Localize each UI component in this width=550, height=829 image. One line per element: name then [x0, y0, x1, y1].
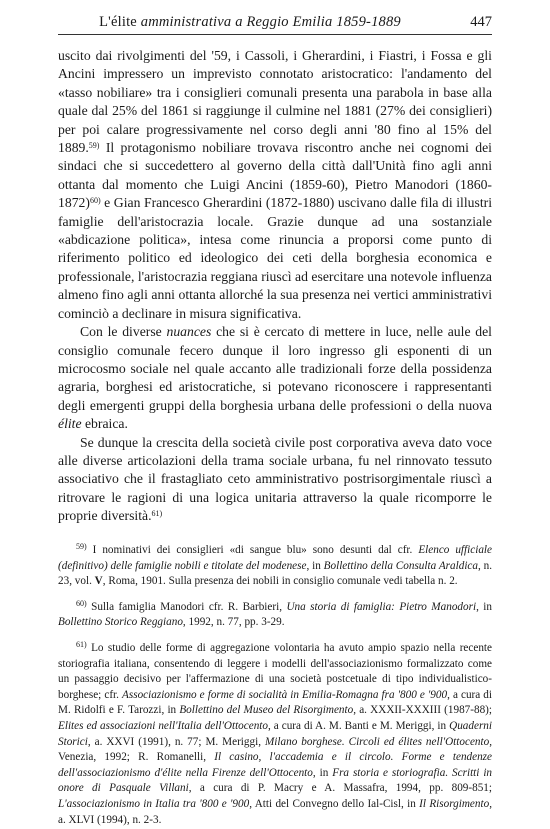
- running-header: [58, 14, 492, 32]
- footnote-61-text-k: ,: [258, 735, 265, 748]
- paragraph-3: [58, 434, 492, 526]
- header-rule: [58, 34, 492, 35]
- footnote-ref-60[interactable]: 60): [89, 196, 101, 206]
- footnote-59-text-b: , in: [306, 559, 324, 572]
- footnote-59-number: 59): [76, 542, 87, 551]
- footnote-61-author-macry: Macry: [274, 782, 304, 795]
- paragraph-1-part-b: Il protagonismo nobiliare trovava riscontro anche nei cognomi dei sindaci che si succedettero al governo della città dall'Unità fino agli anni ottanta dal momento che Luigi Ancini (1859-60), Pietro Manodori (1860-1872): [58, 140, 492, 211]
- footnote-61-title-2: Elites ed associazioni nell'Italia dell'Ottocento: [58, 719, 268, 732]
- footnote-61-title-4: Il casino, l'accademia e il circolo. Forme e tendenze dell'associazionismo d'élite nella Firenze dell'Ottocento: [58, 751, 493, 779]
- footnote-ref-59[interactable]: 59): [88, 141, 100, 151]
- footnote-61-text-a: Lo studio delle forme di aggregazione volontaria ha avuto ampio spazio nella recente storiografia italiana, consentendo di leggere i modelli dell'associazionismo formalizzato come un passaggio decisivo per l'affermazione di una società postcetuale di tipo individualistico-borghese; cfr.: [58, 641, 492, 701]
- footnote-61-text-p: e A.: [303, 782, 344, 795]
- footnote-61-title-1: Associazionismo e forme di socialità in Emilia-Romagna fra '800 e '900: [122, 688, 448, 701]
- footnote-61-author-meriggi: Meriggi: [395, 719, 432, 732]
- footnote-61-author-banti: Banti: [344, 719, 369, 732]
- footnote-59-title: Elenco ufficiale (definitivo) delle famiglie nobili e titolate del modenese: [58, 544, 492, 572]
- running-title: [58, 14, 442, 31]
- footnote-59-text-c: , n. 23, vol.: [58, 559, 493, 588]
- paragraph-2-part-b: che si è cercato di mettere in luce, nelle aule del consiglio comunale fecero dunque il loro ingresso gli esponenti di un microcosmo sociale nel quale accanto alle tradizionali forze della possidenza agraria, borghesi ed aristocratiche, si potevano riconoscere i rappresentanti degli emergenti gruppi della borghesia urbana delle professioni o della nuova: [58, 324, 492, 413]
- paragraph-2-part-a: Con le diverse: [80, 324, 167, 340]
- paragraph-1-part-a: uscito dai rivolgimenti del '59, i Cassoli, i Gherardini, i Fiastri, i Fossa e gli Ancini impressero un imprevisto connotato aristocratico: l'andamento del «tasso nobiliare» tra i consiglieri comunali presenta una parabola in base alla quale dal 25% del 1861 si raggiunge il culmine nel 1881 (27% dei consiglieri) per poi calare progressivamente nel corso degli anni '80 fino al 15% del 1889.: [58, 48, 492, 156]
- footnotes: [58, 543, 492, 828]
- footnote-61-title-6: L'associazionismo in Italia tra '800 e '900: [58, 797, 250, 810]
- footnote-ref-61[interactable]: 61): [151, 509, 163, 519]
- footnote-59-text-d: , Roma, 1901. Sulla presenza dei nobili in consiglio comunale vedi tabella n. 2.: [102, 575, 458, 588]
- footnote-60: [58, 600, 492, 631]
- paragraph-2-italic-elite: élite: [58, 416, 82, 432]
- footnote-61-author-tarozzi: Tarozzi: [128, 704, 162, 717]
- paragraph-3-part-a: Se dunque la crescita della società civile post corporativa aveva dato voce alle diverse articolazioni della trama sociale urbana, fu nel rinnovato tessuto associativo che il frastagliato ceto amministrativo postrisorgimentale riuscì a ritrovare le ragioni di una logica unitaria attraverso la quale ricomporre le proprie diversità.: [58, 434, 492, 524]
- footnote-60-text-b: ,: [279, 600, 287, 613]
- footnote-61-title-3: Milano borghese. Circoli ed élites nell'Ottocento: [264, 735, 490, 748]
- footnote-61-text-c: e F.: [105, 704, 129, 717]
- footnote-61-author-ridolfi: Ridolfi: [73, 704, 106, 717]
- footnote-61-number: 61): [76, 639, 87, 649]
- footnote-61-text-f: , a cura di A. M.: [268, 719, 345, 732]
- footnote-60-title: Una storia di famiglia: Pietro Manodori: [286, 600, 477, 613]
- footnote-61: [58, 641, 492, 828]
- footnote-61-text-o: , a cura di P.: [188, 782, 275, 795]
- paragraph-1-part-c: e Gian Francesco Gherardini (1872-1880) uscivano dalle fila di illustri famiglie dell'aristocrazia locale. Grazie dunque ad una sostanziale «abdicazione politica», intesa come rinuncia a proporsi come punto di riferimento politico ed ideologico dei ceti della borghesia economica e professionale, l'aristocrazia reggiana riuscì ad esercitare una notevole influenza almeno fino agli anni ottanta allorché la sua presenza nei vertici amministrativi cominciò a declinare in misura significativa.: [58, 195, 492, 321]
- footnote-61-author-romanelli: Romanelli: [156, 751, 204, 764]
- footnote-59: [58, 543, 492, 590]
- footnote-61-text-g: e M.: [368, 719, 396, 732]
- footnote-61-author-meriggi-2: Meriggi: [222, 735, 259, 748]
- paragraph-2-part-c: ebraica.: [81, 416, 128, 432]
- footnote-61-text-r: , Atti del Convegno dello Ial-Cisl, in: [249, 797, 420, 810]
- footnote-59-volume: V: [94, 575, 103, 588]
- footnote-61-text-j: , a. XXVI (1991), n. 77; M.: [87, 735, 223, 748]
- footnote-61-text-s: , a. XLVI (1994), n. 2-3.: [58, 797, 492, 826]
- main-text: [58, 47, 492, 526]
- page-number: 447: [470, 14, 492, 30]
- footnote-61-journal-1: Bollettino del Museo del Risorgimento: [179, 704, 354, 717]
- footnote-60-number: 60): [76, 598, 87, 608]
- running-title-italic: amministrativa a Reggio Emilia 1859-1889: [140, 14, 401, 30]
- footnote-59-journal: Bollettino della Consulta Araldica: [323, 559, 478, 572]
- footnote-60-text-d: , 1992, n. 77, pp. 3-29.: [182, 616, 285, 629]
- paragraph-2-italic-nuances: nuances: [166, 324, 212, 340]
- footnote-61-text-n: , in: [312, 766, 333, 779]
- footnote-60-text-a: Sulla famiglia Manodori cfr. R.: [86, 600, 243, 613]
- footnote-61-text-l: , Venezia, 1992; R.: [58, 735, 493, 764]
- paragraph-2: [58, 323, 492, 433]
- footnote-61-text-d: , in: [161, 704, 180, 717]
- footnote-61-author-massafra: Massafra: [343, 782, 385, 795]
- footnote-61-text-b: , a cura di M.: [58, 688, 493, 717]
- footnote-61-title-5: Fra storia e storiografia. Scritti in onore di Pasquale Villani: [58, 766, 493, 795]
- footnote-61-journal-2: Quaderni Storici: [58, 719, 493, 748]
- footnote-61-text-m: ,: [203, 751, 215, 764]
- footnote-60-text-c: , in: [476, 600, 493, 613]
- footnote-61-text-q: , 1994, pp. 809-851;: [384, 782, 492, 795]
- footnote-60-journal: Bollettino Storico Reggiano: [58, 616, 183, 629]
- footnote-60-author: Barbieri: [242, 600, 280, 613]
- paragraph-1: [58, 47, 492, 323]
- footnote-61-journal-3: Il Risorgimento: [419, 797, 490, 810]
- running-title-lead: L'élite: [99, 14, 137, 30]
- footnote-59-text-a: I nominativi dei consiglieri «di sangue blu» sono desunti dal cfr.: [86, 544, 419, 556]
- footnote-61-text-h: , in: [431, 719, 450, 732]
- footnote-61-text-e: , a. XXXII-XXXIII (1987-88);: [353, 704, 493, 717]
